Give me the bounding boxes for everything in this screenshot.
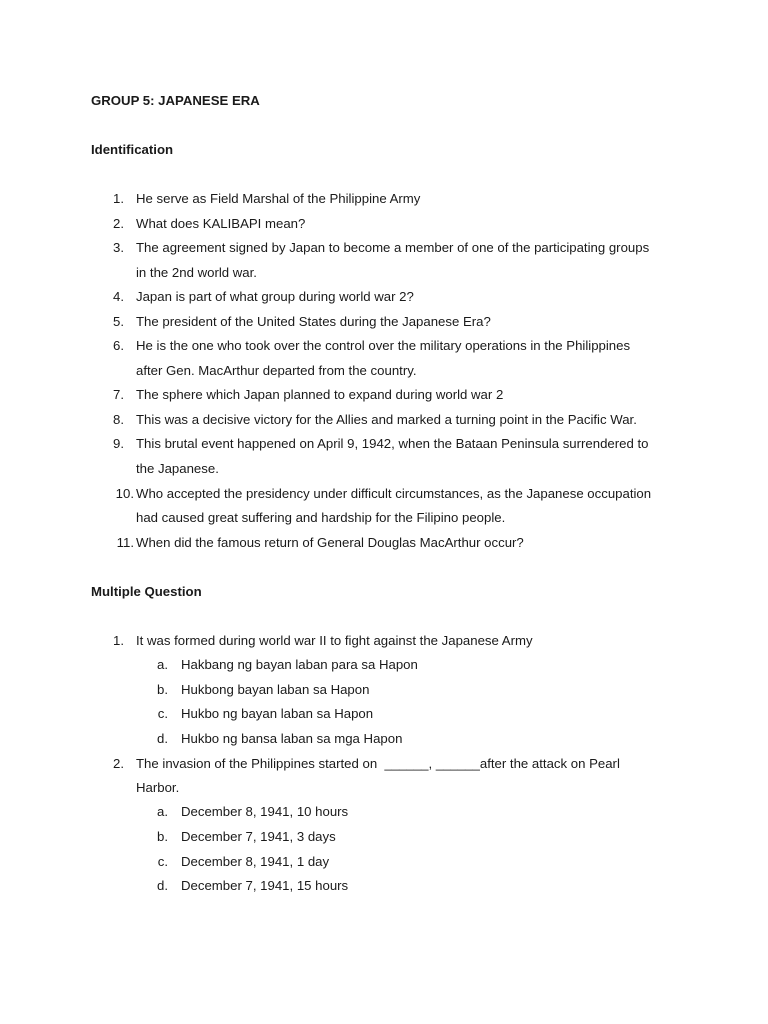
item-text: The invasion of the Philippines started on ______, ______after the attack on Pearl <box>136 756 620 771</box>
choice-text: December 8, 1941, 1 day <box>181 854 330 869</box>
item-number: 1. <box>113 191 124 206</box>
choice-text: December 7, 1941, 15 hours <box>181 878 349 893</box>
choice-letter: b. <box>157 829 168 844</box>
item-text: the Japanese. <box>136 461 219 476</box>
item-number: 8. <box>113 412 124 427</box>
choice-letter: c. <box>157 854 168 869</box>
item-text: Japan is part of what group during world war 2? <box>136 289 414 304</box>
choice-text: December 8, 1941, 10 hours <box>181 804 349 819</box>
item-text: Who accepted the presidency under difficult circumstances, as the Japanese occupation <box>136 486 652 501</box>
item-number: 4. <box>113 289 124 304</box>
item-number: 1. <box>113 633 124 648</box>
choice-letter: b. <box>157 682 168 697</box>
choice-letter: a. <box>157 804 168 819</box>
item-text: had caused great suffering and hardship for the Filipino people. <box>136 510 506 525</box>
choice-letter: c. <box>157 706 168 721</box>
item-text: The president of the United States during the Japanese Era? <box>136 314 491 329</box>
choice-text: December 7, 1941, 3 days <box>181 829 336 844</box>
item-number: 11. <box>116 535 134 550</box>
item-text: in the 2nd world war. <box>136 265 257 280</box>
item-text: He is the one who took over the control over the military operations in the Philippines <box>136 338 631 353</box>
item-text: What does KALIBAPI mean? <box>136 216 306 231</box>
choice-text: Hakbang ng bayan laban para sa Hapon <box>181 657 418 672</box>
choice-text: Hukbo ng bayan laban sa Hapon <box>181 706 374 721</box>
item-text: When did the famous return of General Douglas MacArthur occur? <box>136 535 524 550</box>
item-number: 6. <box>113 338 124 353</box>
item-number: 7. <box>113 387 124 402</box>
section-heading-identification: Identification <box>91 142 174 157</box>
choice-letter: d. <box>157 878 168 893</box>
item-text: He serve as Field Marshal of the Philippine Army <box>136 191 421 206</box>
item-number: 10. <box>115 486 134 501</box>
item-text: The agreement signed by Japan to become a member of one of the participating groups <box>136 240 650 255</box>
item-number: 2. <box>113 756 124 771</box>
choice-letter: d. <box>157 731 168 746</box>
choice-text: Hukbong bayan laban sa Hapon <box>181 682 370 697</box>
item-text: This brutal event happened on April 9, 1942, when the Bataan Peninsula surrendered to <box>136 436 649 451</box>
item-number: 5. <box>113 314 124 329</box>
item-number: 2. <box>113 216 124 231</box>
item-text: This was a decisive victory for the Allies and marked a turning point in the Pacific War. <box>136 412 637 427</box>
item-number: 9. <box>113 436 124 451</box>
item-text: It was formed during world war II to fight against the Japanese Army <box>136 633 533 648</box>
document-title: GROUP 5: JAPANESE ERA <box>91 93 260 108</box>
item-text: The sphere which Japan planned to expand during world war 2 <box>136 387 504 402</box>
item-number: 3. <box>113 240 124 255</box>
choice-letter: a. <box>157 657 168 672</box>
item-text: after Gen. MacArthur departed from the country. <box>136 363 417 378</box>
choice-text: Hukbo ng bansa laban sa mga Hapon <box>181 731 403 746</box>
section-heading-multiple-question: Multiple Question <box>91 584 202 599</box>
item-text: Harbor. <box>136 780 180 795</box>
